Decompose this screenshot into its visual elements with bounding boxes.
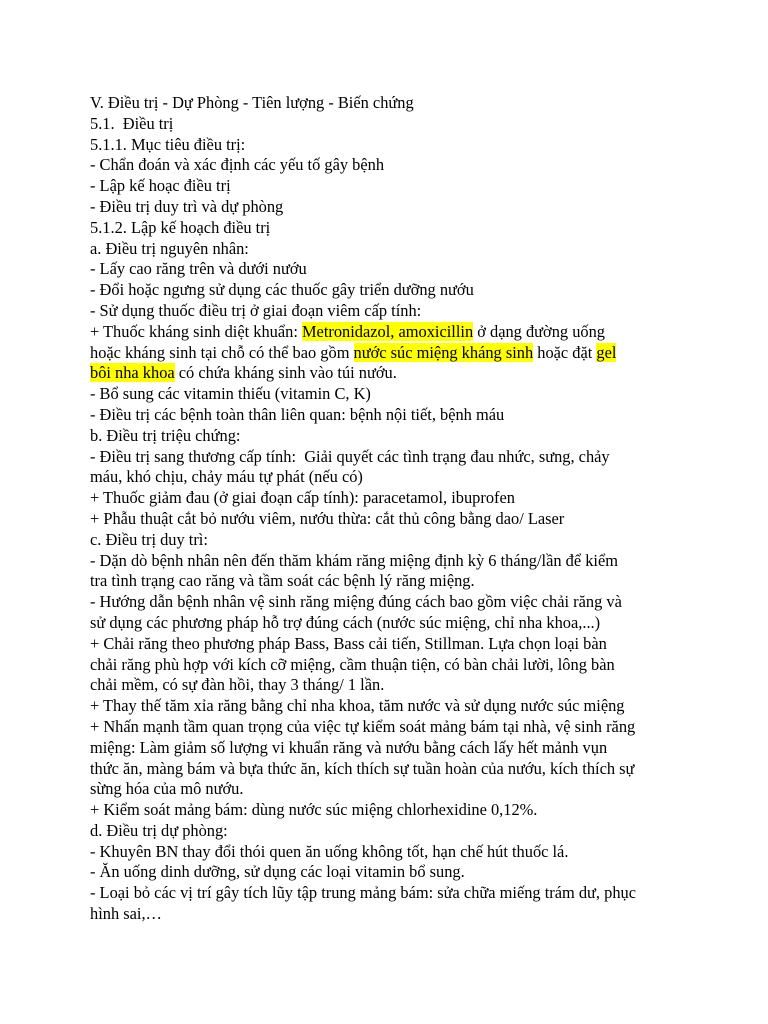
text-run: - Chẩn đoán và xác định các yếu tố gây bệnh [90,155,385,175]
text-run: sử dụng các phương pháp hỗ trợ đúng cách (nước súc miệng, chỉ nha khoa,...) [90,612,601,632]
text-line [90,135,690,156]
text-line [90,904,690,925]
text-line [90,842,690,863]
text-run: - Sử dụng thuốc điều trị ở giai đoạn viêm cấp tính: [90,300,422,320]
text-line [90,467,690,488]
text-run: hoặc kháng sinh tại chỗ có thể bao gồm [90,342,354,362]
text-line [90,696,690,717]
text-line [90,800,690,821]
text-run: - Hướng dẫn bệnh nhân vệ sinh răng miệng đúng cách bao gồm việc chải răng và [90,592,622,612]
text-line [90,717,690,738]
text-line [90,592,690,613]
text-run: - Khuyên BN thay đổi thói quen ăn uống không tốt, hạn chế hút thuốc lá. [90,841,569,861]
text-line [90,571,690,592]
text-line [90,426,690,447]
text-line [90,218,690,239]
text-run: - Loại bỏ các vị trí gây tích lũy tập trung mảng bám: sửa chữa miếng trám dư, phục [90,883,636,903]
text-line [90,155,690,176]
text-line [90,405,690,426]
highlighted-text: nước súc miệng kháng sinh [353,342,534,362]
text-line [90,176,690,197]
text-line [90,530,690,551]
text-run: + Chải răng theo phương pháp Bass, Bass cải tiến, Stillman. Lựa chọn loại bàn [90,633,607,653]
text-run: + Thuốc kháng sinh diệt khuẩn: [90,321,302,341]
text-run: + Nhấn mạnh tầm quan trọng của việc tự kiểm soát mảng bám tại nhà, vệ sinh răng [90,716,636,736]
text-line [90,363,690,384]
text-run: - Điều trị các bệnh toàn thân liên quan: bệnh nội tiết, bệnh máu [90,404,505,424]
text-run: a. Điều trị nguyên nhân: [90,238,249,258]
document-page [90,93,690,925]
highlighted-text: bôi nha khoa [90,363,175,383]
text-line [90,655,690,676]
text-run: hình sai,… [90,904,162,924]
highlighted-text: gel [596,342,617,362]
text-run: - Ăn uống dinh dưỡng, sử dụng các loại vitamin bổ sung. [90,862,465,882]
text-line [90,280,690,301]
text-line [90,301,690,322]
text-run: 5.1. Điều trị [90,113,174,133]
text-run: ở dạng đường uống [473,321,605,341]
text-line [90,613,690,634]
text-line [90,447,690,468]
text-run: + Thuốc giảm đau (ở giai đoạn cấp tính): paracetamol, ibuprofen [90,488,515,508]
text-run: V. Điều trị - Dự Phòng - Tiên lượng - Biến chứng [90,93,414,112]
text-line [90,259,690,280]
text-line [90,93,690,114]
text-line [90,738,690,759]
text-run: có chứa kháng sinh vào túi nướu. [174,363,397,383]
text-run: + Thay thế tăm xỉa răng bằng chỉ nha khoa, tăm nước và sử dụng nước súc miệng [90,696,625,716]
text-run: sừng hóa của mô nướu. [90,779,244,799]
text-run: thức ăn, màng bám và bựa thức ăn, kích thích sự tuần hoàn của nướu, kích thích sự [90,758,635,778]
text-run: - Bổ sung các vitamin thiếu (vitamin C, K) [90,384,371,404]
highlighted-text: Metronidazol, amoxicillin [301,321,474,341]
text-run: tra tình trạng cao răng và tầm soát các bệnh lý răng miệng. [90,571,475,591]
text-run: hoặc đặt [533,342,597,362]
text-run: miệng: Làm giảm số lượng vi khuẩn răng và nướu bằng cách lấy hết mảnh vụn [90,737,608,757]
text-run: máu, khó chịu, chảy máu tự phát (nếu có) [90,467,363,487]
text-line [90,821,690,842]
text-run: + Kiểm soát mảng bám: dùng nước súc miệng chlorhexidine 0,12%. [90,800,538,820]
text-run: d. Điều trị dự phòng: [90,820,228,840]
text-line [90,322,690,343]
text-line [90,551,690,572]
text-run: - Điều trị duy trì và dự phòng [90,196,284,216]
text-line [90,114,690,135]
text-line [90,239,690,260]
text-line [90,862,690,883]
text-run: + Phẫu thuật cắt bỏ nướu viêm, nướu thừa: cắt thủ công bằng dao/ Laser [90,508,565,528]
text-run: 5.1.1. Mục tiêu điều trị: [90,134,246,154]
text-line [90,343,690,364]
text-line [90,675,690,696]
text-run: - Điều trị sang thương cấp tính: Giải quyết các tình trạng đau nhức, sưng, chảy [90,446,610,466]
text-line [90,779,690,800]
text-run: - Dặn dò bệnh nhân nên đến thăm khám răng miệng định kỳ 6 tháng/lần để kiểm [90,550,619,570]
text-run: chải mềm, có sự đàn hồi, thay 3 tháng/ 1 lần. [90,675,385,695]
text-line [90,197,690,218]
text-run: - Đổi hoặc ngưng sử dụng các thuốc gây triển dưỡng nướu [90,280,474,300]
text-run: - Lập kế hoạc điều trị [90,176,231,196]
text-line [90,759,690,780]
text-line [90,634,690,655]
text-run: b. Điều trị triệu chứng: [90,425,241,445]
text-run: c. Điều trị duy trì: [90,529,208,549]
text-line [90,488,690,509]
text-line [90,883,690,904]
text-line [90,384,690,405]
text-run: chải răng phù hợp với kích cỡ miệng, cầm thuận tiện, có bàn chải lười, lông bàn [90,654,615,674]
text-line [90,509,690,530]
text-run: - Lấy cao răng trên và dưới nướu [90,259,307,279]
text-run: 5.1.2. Lập kế hoạch điều trị [90,217,271,237]
